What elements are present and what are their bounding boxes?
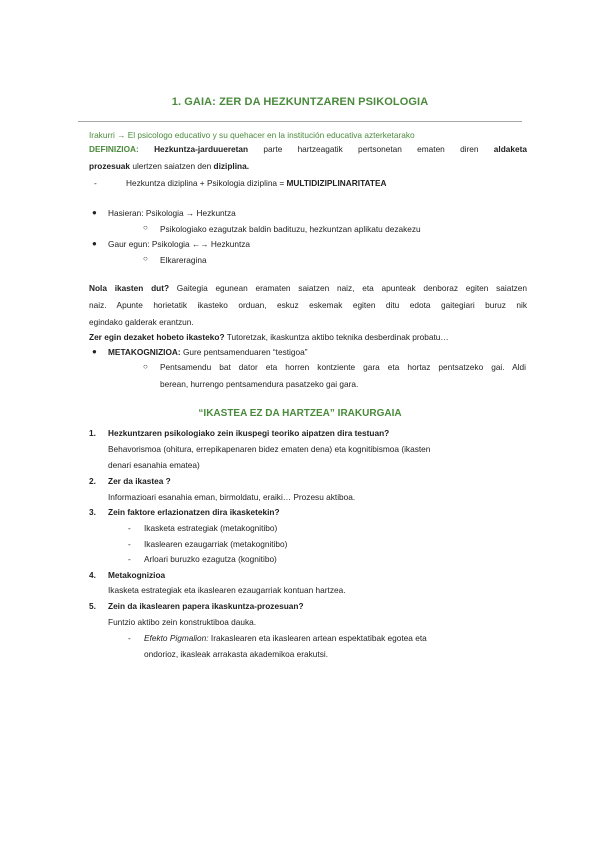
dash-bullet: - xyxy=(128,523,131,533)
q5-pigmalion-line-2: ondorioz, ikasleak arrakasta akademikoa erakutsi. xyxy=(144,649,329,659)
definition-term-2: aldaketa xyxy=(493,144,528,154)
q1-num: 1. xyxy=(89,428,96,438)
nola-text-1: Gaitegia egunean eramaten saiatzen naiz, eta apunteak denboraz egiten saiatzen xyxy=(169,283,527,293)
q4-answer: Ikasketa estrategiak eta ikaslearen ezaugarriak kontuan hartzea. xyxy=(108,585,346,595)
definition-text: parte hartzeagatik pertsonetan ematen diren xyxy=(248,144,494,154)
bullet-dot: ● xyxy=(92,208,97,217)
q5-num: 5. xyxy=(89,601,96,611)
dash-bullet: - xyxy=(128,633,131,643)
hasieran-sub-line: Psikologiako ezagutzak baldin badituzu, hezkuntzan aplikatu dezakezu xyxy=(160,224,421,234)
hasieran-line: Hasieran: Psikologia → Hezkuntza xyxy=(108,208,236,218)
meta-label: METAKOGNIZIOA: xyxy=(108,347,181,357)
q1-question: Hezkuntzaren psikologiako zein ikuspegi teoriko aipatzen dira testuan? xyxy=(108,428,390,438)
gaur-line: Gaur egun: Psikologia ←→ Hezkuntza xyxy=(108,239,251,249)
irakurri-line: Irakurri → El psicologo educativo y su quehacer en la institución educativa azterketarako xyxy=(89,130,415,140)
q5-answer: Funtzio aktibo zein konstruktiboa dauka. xyxy=(108,617,257,627)
definition-term: Hezkuntza-jarduueretan xyxy=(154,144,249,154)
zer-label: Zer egin dezaket hobeto ikasteko? xyxy=(89,332,225,342)
multi-bold: MULTIDIZIPLINARITATEA xyxy=(286,178,387,188)
meta-line xyxy=(108,347,308,358)
meta-text: Gure pentsamenduaren “testigoa” xyxy=(180,347,308,357)
bullet-circle: ○ xyxy=(143,362,148,371)
definition-text-2: ulertzen saiatzen den xyxy=(130,161,214,171)
q4-question: Metakognizioa xyxy=(108,570,166,580)
gaur-sub-line: Elkareragina xyxy=(160,255,207,265)
pigmalion-label: Efekto Pigmalion: xyxy=(144,633,209,643)
q3-item-2: Ikaslearen ezaugarriak (metakognitibo) xyxy=(144,539,288,549)
section-title: “IKASTEA EZ DA HARTZEA” IRAKURGAIA xyxy=(198,408,402,419)
bullet-circle: ○ xyxy=(143,223,148,232)
dash-bullet: - xyxy=(128,554,131,564)
q1-answer-2: denari esanahia ematea) xyxy=(108,460,200,470)
bullet-dot: ● xyxy=(92,347,97,356)
q3-question: Zein faktore erlazionatzen dira ikasketekin? xyxy=(108,507,280,517)
q2-num: 2. xyxy=(89,476,96,486)
dash-bullet: - xyxy=(94,178,97,188)
zer-text: Tutoretzak, ikaskuntza aktibo teknika desberdinak probatu… xyxy=(224,332,449,342)
definition-term-4: diziplina. xyxy=(213,161,250,171)
q4-num: 4. xyxy=(89,570,96,580)
nola-line-2: naiz. Apunte horietatik ikasteko orduan, eskuz eskemak egiten ditu edota gaitegiari buruz nik xyxy=(89,300,527,310)
meta-sub-line-1: Pentsamendu bat dator eta horren kontziente gara eta hortaz pentsatzeko gai. Aldi xyxy=(160,362,526,372)
dash-bullet: - xyxy=(128,539,131,549)
bullet-circle: ○ xyxy=(143,254,148,263)
zer-line xyxy=(89,332,449,343)
definition-line-1 xyxy=(89,141,527,158)
q1-answer-1: Behavorismoa (ohitura, errepikapenaren bidez ematen dena) eta kognitibismoa (ikasten xyxy=(108,444,431,454)
bullet-dot: ● xyxy=(92,239,97,248)
multi-line xyxy=(126,178,387,189)
nola-line-3: egindako galderak erantzun. xyxy=(89,317,194,327)
q2-question: Zer da ikastea ? xyxy=(108,476,171,486)
nola-label: Nola ikasten dut? xyxy=(89,283,170,293)
q3-item-3: Arloari buruzko ezagutza (kognitibo) xyxy=(144,554,277,564)
meta-sub-line-2: berean, hurrengo pentsamendura pasatzeko gai gara. xyxy=(160,379,359,389)
q3-num: 3. xyxy=(89,507,96,517)
q3-item-1: Ikasketa estrategiak (metakognitibo) xyxy=(144,523,278,533)
q5-question: Zein da ikaslearen papera ikaskuntza-prozesuan? xyxy=(108,601,304,611)
multi-text: Hezkuntza diziplina + Psikologia diziplina = xyxy=(126,178,287,188)
nola-line-1 xyxy=(89,280,527,297)
definition-line-2 xyxy=(89,161,249,172)
definition-label: DEFINIZIOA: xyxy=(89,144,139,154)
pigmalion-text: Irakaslearen eta ikaslearen artean espektatibak egotea eta xyxy=(208,633,427,643)
definition-term-3: prozesuak xyxy=(89,161,131,171)
q2-answer: Informazioari esanahia eman, birmoldatu, eraiki… Prozesu aktiboa. xyxy=(108,492,356,502)
page-title: 1. GAIA: ZER DA HEZKUNTZAREN PSIKOLOGIA xyxy=(171,96,429,108)
q5-pigmalion-line xyxy=(144,633,427,644)
title-underline xyxy=(78,121,522,122)
